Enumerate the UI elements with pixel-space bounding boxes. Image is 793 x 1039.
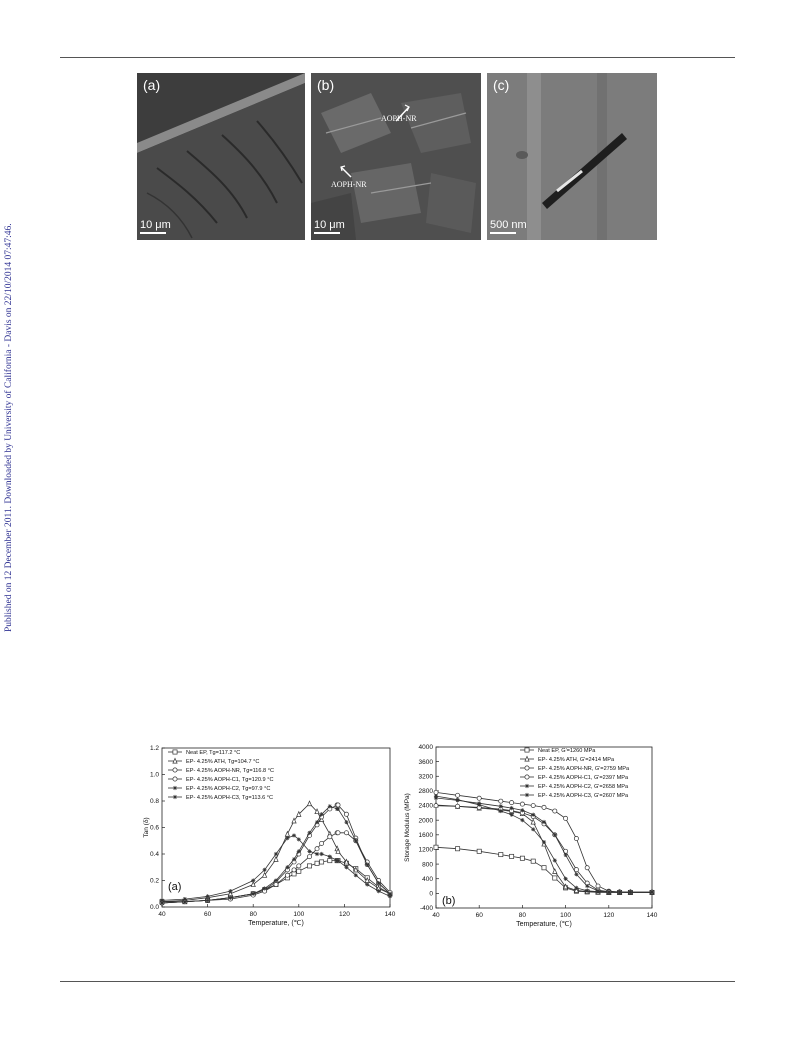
x-tick-label: 80 — [249, 911, 257, 918]
data-point-5-14 — [618, 890, 622, 894]
data-point-5-5 — [520, 808, 524, 812]
chart-tan-delta — [138, 740, 398, 940]
x-tick-label: 100 — [293, 911, 305, 918]
data-point-5-3 — [499, 804, 503, 808]
y-tick-label: 4000 — [418, 744, 433, 752]
data-point-5-15 — [336, 807, 340, 811]
sem-texture-b — [311, 73, 481, 240]
y-axis-label: Storage Modulus (MPa) — [404, 793, 411, 862]
data-point-4-5 — [263, 868, 267, 872]
sem-scalebar-b-text: 10 μm — [314, 219, 345, 231]
x-tick-label: 140 — [384, 911, 396, 918]
x-tick-label: 60 — [203, 911, 212, 918]
data-point-4-11 — [315, 852, 319, 856]
data-point-2-1 — [456, 793, 460, 797]
y-tick-label: 0.0 — [149, 904, 159, 912]
data-point-3-1 — [456, 804, 460, 808]
data-point-0-12 — [320, 860, 324, 864]
data-point-0-11 — [315, 861, 319, 865]
legend-marker — [525, 748, 529, 752]
data-point-4-8 — [292, 833, 296, 837]
data-point-4-6 — [531, 827, 535, 831]
data-point-0-9 — [297, 869, 301, 873]
data-point-3-8 — [292, 868, 296, 872]
sem-texture-a — [137, 73, 305, 240]
sem-scalebar-a — [140, 219, 171, 234]
series-line-3 — [436, 806, 652, 893]
data-point-4-9 — [297, 837, 301, 841]
data-point-5-4 — [510, 806, 514, 810]
y-tick-label: 1.2 — [149, 745, 159, 753]
data-point-2-9 — [564, 816, 568, 820]
data-point-2-6 — [531, 803, 535, 807]
legend-marker — [525, 784, 529, 788]
data-point-3-12 — [320, 841, 324, 845]
legend-marker — [173, 795, 177, 799]
y-tick-label: 0 — [429, 890, 433, 898]
data-point-5-17 — [354, 839, 358, 843]
y-tick-label: 1600 — [418, 832, 433, 840]
sem-scalebar-c — [490, 219, 527, 234]
x-tick-label: 100 — [560, 912, 572, 919]
data-point-2-8 — [553, 809, 557, 813]
legend-entry-5: EP- 4.25% AOPH-C3, G'=2607 MPa — [538, 793, 629, 800]
y-tick-label: 0.6 — [149, 824, 159, 832]
data-point-5-18 — [365, 863, 369, 867]
data-point-5-9 — [564, 853, 568, 857]
sem-panel-c-label: (c) — [493, 77, 510, 93]
data-point-5-0 — [434, 796, 438, 800]
data-point-4-7 — [285, 836, 289, 840]
data-point-1-10 — [307, 801, 311, 806]
data-point-3-7 — [285, 873, 289, 877]
data-point-4-17 — [354, 873, 358, 877]
y-tick-label: 1200 — [418, 846, 433, 854]
legend-marker — [525, 775, 529, 779]
data-point-4-10 — [574, 886, 578, 890]
data-point-5-11 — [315, 820, 319, 824]
data-point-2-4 — [510, 801, 514, 805]
annotation-aoph-nr-lower: AOPH-NR — [331, 180, 367, 189]
x-axis-label: Temperature, (℃) — [516, 921, 572, 928]
y-tick-label: 0.4 — [149, 851, 159, 859]
data-point-5-4 — [251, 892, 255, 896]
legend-marker — [525, 793, 529, 797]
y-axis-label: Tan (δ) — [143, 817, 150, 838]
publication-side-note: Published on 12 December 2011. Downloaded by University of California - Davis on 22/10/2014 07:47:46. — [4, 223, 14, 632]
y-tick-label: -400 — [419, 905, 433, 913]
data-point-4-3 — [228, 889, 232, 893]
header-rule — [60, 57, 735, 58]
data-point-4-2 — [206, 894, 210, 898]
data-point-3-11 — [315, 847, 319, 851]
chart-panel-label: (a) — [168, 881, 182, 893]
data-point-5-3 — [228, 896, 232, 900]
data-point-2-5 — [520, 802, 524, 806]
data-point-4-5 — [520, 818, 524, 822]
y-tick-label: 400 — [422, 875, 433, 883]
data-point-5-2 — [206, 898, 210, 902]
sem-image-a — [137, 73, 305, 240]
data-point-4-19 — [377, 889, 381, 893]
series-line-1 — [436, 805, 652, 892]
legend-entry-1: EP- 4.25% ATH, G'=2414 MPa — [538, 757, 615, 764]
data-point-4-12 — [320, 852, 324, 856]
sem-image-c — [487, 73, 657, 240]
data-point-5-15 — [628, 890, 632, 894]
legend-marker — [525, 766, 529, 770]
x-tick-label: 40 — [158, 911, 166, 918]
data-point-5-0 — [160, 901, 164, 905]
y-tick-label: 3200 — [418, 773, 433, 781]
data-point-2-0 — [434, 790, 438, 794]
sem-panel-b-label: (b) — [317, 77, 335, 93]
legend-marker — [173, 786, 177, 790]
data-point-0-10 — [307, 864, 311, 868]
legend-entry-3: EP- 4.25% AOPH-C1, Tg=120.9 °C — [186, 777, 274, 784]
data-point-4-11 — [585, 889, 589, 893]
data-point-2-15 — [336, 803, 340, 807]
data-point-5-5 — [263, 886, 267, 890]
data-point-5-8 — [553, 833, 557, 837]
data-point-4-10 — [307, 849, 311, 853]
data-point-4-18 — [365, 882, 369, 886]
data-point-0-4 — [510, 854, 514, 858]
sem-scalebar-b — [314, 219, 345, 234]
data-point-5-2 — [477, 801, 481, 805]
legend-marker — [173, 750, 177, 754]
data-point-0-2 — [477, 849, 481, 853]
data-point-2-7 — [542, 805, 546, 809]
legend-entry-3: EP- 4.25% AOPH-C1, G'=2397 MPa — [538, 775, 629, 782]
x-tick-label: 120 — [338, 911, 350, 918]
data-point-1-8 — [553, 869, 557, 874]
data-point-4-16 — [344, 865, 348, 869]
data-point-3-16 — [344, 831, 348, 835]
data-point-2-3 — [499, 799, 503, 803]
y-tick-label: 0.2 — [149, 877, 159, 885]
legend-entry-1: EP- 4.25% ATH, Tg=104.7 °C — [186, 759, 260, 766]
annotation-aoph-nr-upper: AOPH-NR — [381, 114, 417, 123]
data-point-5-13 — [607, 890, 611, 894]
data-point-1-7 — [285, 832, 289, 837]
data-point-2-12 — [596, 884, 600, 888]
data-point-5-20 — [388, 892, 392, 896]
x-tick-label: 80 — [518, 912, 527, 919]
data-point-5-6 — [531, 813, 535, 817]
data-point-5-1 — [183, 900, 187, 904]
legend-entry-0: Neat EP, Tg=117.2 °C — [186, 750, 241, 757]
chart-b-svg — [400, 740, 665, 935]
scalebar-line — [314, 232, 340, 234]
sem-image-b — [311, 73, 481, 240]
data-point-4-8 — [553, 858, 557, 862]
data-point-0-1 — [456, 847, 460, 851]
data-point-3-9 — [297, 864, 301, 868]
y-tick-label: 3600 — [418, 758, 433, 766]
legend-entry-2: EP- 4.25% AOPH-NR, G'=2759 MPa — [538, 766, 630, 773]
data-point-2-10 — [574, 836, 578, 840]
data-point-1-6 — [531, 819, 535, 824]
data-point-4-4 — [510, 813, 514, 817]
footer-rule — [60, 981, 735, 982]
data-point-0-8 — [553, 876, 557, 880]
x-tick-label: 140 — [646, 912, 658, 919]
data-point-4-7 — [542, 840, 546, 844]
data-point-5-8 — [292, 857, 296, 861]
y-tick-label: 2800 — [418, 788, 433, 796]
data-point-3-0 — [434, 804, 438, 808]
legend-entry-0: Neat EP, G'=1260 MPa — [538, 748, 596, 755]
data-point-0-7 — [542, 866, 546, 870]
data-point-4-13 — [328, 855, 332, 859]
data-point-5-13 — [328, 804, 332, 808]
x-tick-label: 120 — [603, 912, 615, 919]
y-tick-label: 1.0 — [149, 771, 159, 779]
sem-scalebar-c-text: 500 nm — [490, 219, 527, 231]
legend-entry-2: EP- 4.25% AOPH-NR, Tg=116.8 °C — [186, 768, 274, 775]
x-tick-label: 40 — [432, 912, 440, 919]
scalebar-line — [140, 232, 166, 234]
legend-marker — [173, 768, 177, 772]
chart-a-svg — [138, 740, 398, 935]
data-point-0-13 — [328, 859, 332, 863]
y-tick-label: 0.8 — [149, 798, 159, 806]
scalebar-line — [490, 232, 516, 234]
data-point-1-6 — [274, 857, 278, 862]
data-point-3-6 — [274, 882, 278, 886]
data-point-0-8 — [292, 872, 296, 876]
data-point-5-12 — [596, 889, 600, 893]
data-point-2-2 — [477, 796, 481, 800]
data-point-5-10 — [307, 831, 311, 835]
data-point-4-15 — [336, 859, 340, 863]
data-point-5-11 — [585, 884, 589, 888]
chart-storage-modulus — [400, 740, 665, 940]
sem-texture-c — [487, 73, 657, 240]
data-point-0-6 — [531, 859, 535, 863]
data-point-5-19 — [377, 881, 381, 885]
data-point-3-10 — [307, 855, 311, 859]
data-point-4-3 — [499, 809, 503, 813]
data-point-0-5 — [520, 856, 524, 860]
chart-panel-label: (b) — [442, 895, 456, 907]
sem-panel-a-label: (a) — [143, 77, 161, 93]
y-tick-label: 800 — [422, 861, 433, 869]
y-tick-label: 2000 — [418, 817, 433, 825]
x-tick-label: 60 — [475, 912, 483, 919]
data-point-0-3 — [499, 852, 503, 856]
data-point-5-6 — [274, 878, 278, 882]
data-point-3-15 — [336, 831, 340, 835]
data-point-3-13 — [328, 835, 332, 839]
data-point-4-9 — [564, 877, 568, 881]
legend-entry-4: EP- 4.25% AOPH-C2, G'=2658 MPa — [538, 784, 629, 791]
x-axis-label: Temperature, (℃) — [248, 920, 304, 927]
data-point-4-6 — [274, 852, 278, 856]
y-tick-label: 2400 — [418, 802, 433, 810]
data-point-5-16 — [650, 890, 654, 894]
data-point-5-7 — [285, 865, 289, 869]
legend-marker — [173, 777, 177, 781]
data-point-4-4 — [251, 878, 255, 882]
data-point-2-11 — [585, 866, 589, 870]
data-point-5-1 — [456, 798, 460, 802]
data-point-5-7 — [542, 820, 546, 824]
data-point-2-16 — [344, 812, 348, 816]
data-point-5-12 — [320, 812, 324, 816]
data-point-5-9 — [297, 849, 301, 853]
data-point-5-16 — [344, 820, 348, 824]
data-point-5-10 — [574, 872, 578, 876]
sem-scalebar-a-text: 10 μm — [140, 219, 171, 231]
legend-entry-4: EP- 4.25% AOPH-C2, Tg=97.9 °C — [186, 786, 271, 793]
legend-entry-5: EP- 4.25% AOPH-C3, Tg=113.6 °C — [186, 795, 274, 802]
data-point-0-0 — [434, 845, 438, 849]
